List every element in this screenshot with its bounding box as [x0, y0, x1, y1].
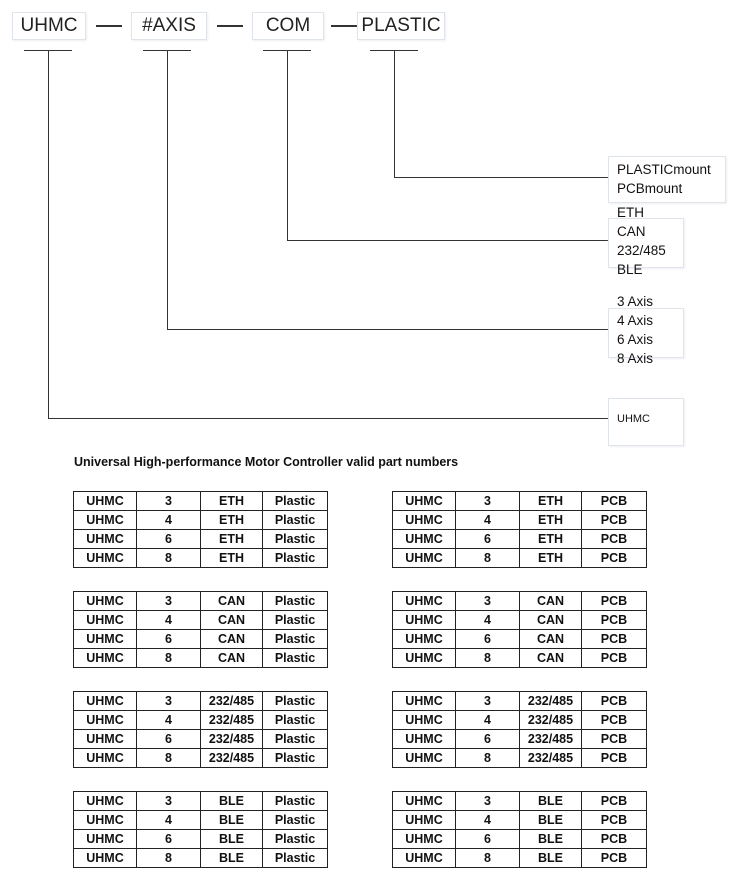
table-cell: 232/485 [520, 711, 582, 730]
table-row [74, 730, 328, 749]
table-cell: PCB [582, 711, 647, 730]
table-row [74, 830, 328, 849]
table-cell: 3 [456, 592, 520, 611]
table-row [393, 692, 647, 711]
table-cell: 6 [456, 830, 520, 849]
table-cell: PCB [582, 811, 647, 830]
table-cell: ETH [520, 492, 582, 511]
table-cell: UHMC [393, 530, 456, 549]
table-cell: ETH [201, 549, 263, 568]
table-cell: 232/485 [520, 730, 582, 749]
connector-uhmc-vertical [48, 50, 49, 418]
table-cell: 232/485 [201, 711, 263, 730]
segment-separator [217, 25, 243, 27]
table-cell: PCB [582, 692, 647, 711]
table-cell: UHMC [74, 549, 137, 568]
table-cell: 4 [137, 611, 201, 630]
table-cell: UHMC [74, 811, 137, 830]
table-cell: UHMC [393, 811, 456, 830]
table-cell: Plastic [263, 792, 328, 811]
table-cell: 3 [456, 692, 520, 711]
table-cell: BLE [520, 792, 582, 811]
table-cell: 3 [456, 792, 520, 811]
table-cell: UHMC [74, 749, 137, 768]
segment-axis: #AXIS [131, 12, 207, 40]
table-cell: BLE [520, 811, 582, 830]
part-number-table [73, 491, 328, 568]
table-cell: PCB [582, 492, 647, 511]
table-row [74, 611, 328, 630]
segment-uhmc: UHMC [12, 12, 86, 40]
table-cell: UHMC [393, 792, 456, 811]
table-cell: PCB [582, 792, 647, 811]
table-row [393, 492, 647, 511]
part-number-table [392, 791, 647, 868]
connector-com-horizontal [287, 240, 608, 241]
table-cell: CAN [520, 630, 582, 649]
table-cell: 6 [456, 730, 520, 749]
table-row [393, 611, 647, 630]
table-row [393, 730, 647, 749]
part-number-table [392, 491, 647, 568]
table-cell: UHMC [74, 692, 137, 711]
option-label: 6 Axis [617, 332, 654, 347]
table-cell: 4 [456, 811, 520, 830]
table-cell: 8 [137, 549, 201, 568]
connector-axis-horizontal [167, 329, 608, 330]
table-cell: CAN [201, 649, 263, 668]
table-cell: UHMC [393, 849, 456, 868]
table-row [74, 511, 328, 530]
connector-axis-vertical [167, 50, 168, 329]
table-cell: 8 [137, 849, 201, 868]
table-cell: UHMC [393, 711, 456, 730]
table-row [74, 749, 328, 768]
option-label: UHMC [617, 413, 650, 425]
table-cell: 6 [137, 830, 201, 849]
table-cell: 8 [137, 749, 201, 768]
table-cell: UHMC [393, 649, 456, 668]
table-row [74, 711, 328, 730]
table-row [74, 530, 328, 549]
option-label: 4 Axis [617, 313, 654, 328]
table-cell: 8 [137, 649, 201, 668]
table-cell: CAN [520, 611, 582, 630]
table-cell: Plastic [263, 592, 328, 611]
table-cell: Plastic [263, 511, 328, 530]
option-label: 232/485 [617, 243, 666, 258]
connector-uhmc-horizontal [48, 418, 608, 419]
table-cell: Plastic [263, 492, 328, 511]
table-cell: Plastic [263, 730, 328, 749]
table-cell: UHMC [74, 849, 137, 868]
table-cell: 232/485 [520, 749, 582, 768]
segment-com: COM [252, 12, 324, 40]
table-cell: 3 [137, 492, 201, 511]
table-row [74, 792, 328, 811]
table-cell: PCB [582, 749, 647, 768]
segment-plastic: PLASTIC [357, 12, 445, 40]
table-cell: 232/485 [201, 749, 263, 768]
valid-part-numbers-heading: Universal High-performance Motor Controller valid part numbers [74, 455, 459, 469]
part-number-table [73, 791, 328, 868]
table-cell: UHMC [74, 730, 137, 749]
table-cell: Plastic [263, 849, 328, 868]
table-cell: ETH [201, 511, 263, 530]
table-cell: 3 [137, 692, 201, 711]
part-number-table [73, 591, 328, 668]
table-cell: 6 [456, 630, 520, 649]
table-cell: Plastic [263, 830, 328, 849]
table-cell: PCB [582, 849, 647, 868]
table-cell: BLE [520, 830, 582, 849]
table-cell: 6 [137, 630, 201, 649]
table-row [393, 549, 647, 568]
table-row [393, 530, 647, 549]
table-cell: 4 [456, 711, 520, 730]
table-cell: PCB [582, 630, 647, 649]
table-row [74, 849, 328, 868]
table-cell: UHMC [393, 611, 456, 630]
table-cell: Plastic [263, 711, 328, 730]
table-row [393, 592, 647, 611]
option-label: PLASTICmount [617, 162, 711, 177]
table-cell: 8 [456, 649, 520, 668]
table-cell: ETH [520, 511, 582, 530]
table-cell: UHMC [393, 749, 456, 768]
table-cell: PCB [582, 511, 647, 530]
table-cell: UHMC [393, 692, 456, 711]
table-row [393, 849, 647, 868]
table-cell: BLE [201, 811, 263, 830]
table-cell: 8 [456, 549, 520, 568]
part-number-table [73, 691, 328, 768]
segment-separator [331, 25, 357, 27]
table-cell: PCB [582, 830, 647, 849]
com-options-box [608, 205, 684, 277]
table-cell: Plastic [263, 811, 328, 830]
table-cell: CAN [201, 630, 263, 649]
table-row [74, 649, 328, 668]
table-cell: 8 [456, 749, 520, 768]
table-row [393, 711, 647, 730]
table-cell: ETH [520, 530, 582, 549]
table-row [393, 630, 647, 649]
table-cell: UHMC [74, 530, 137, 549]
option-label: 8 Axis [617, 351, 654, 366]
part-number-table [392, 691, 647, 768]
table-cell: ETH [520, 549, 582, 568]
table-row [393, 649, 647, 668]
table-cell: 4 [137, 811, 201, 830]
table-cell: BLE [201, 792, 263, 811]
table-cell: UHMC [74, 792, 137, 811]
table-cell: 6 [137, 530, 201, 549]
option-label: CAN [617, 224, 646, 239]
table-cell: UHMC [393, 492, 456, 511]
table-cell: PCB [582, 592, 647, 611]
table-row [393, 749, 647, 768]
option-label: BLE [617, 262, 643, 277]
table-cell: UHMC [74, 611, 137, 630]
connector-com-vertical [287, 50, 288, 240]
table-row [393, 511, 647, 530]
table-row [74, 549, 328, 568]
part-number-table [392, 591, 647, 668]
table-cell: ETH [201, 530, 263, 549]
table-cell: 4 [456, 611, 520, 630]
table-cell: UHMC [393, 511, 456, 530]
option-label: PCBmount [617, 181, 683, 196]
table-row [74, 811, 328, 830]
base-options-box [608, 398, 684, 446]
table-cell: CAN [520, 592, 582, 611]
table-cell: 6 [456, 530, 520, 549]
table-cell: BLE [520, 849, 582, 868]
table-cell: BLE [201, 849, 263, 868]
table-cell: Plastic [263, 630, 328, 649]
table-cell: PCB [582, 549, 647, 568]
table-cell: CAN [201, 611, 263, 630]
table-cell: Plastic [263, 549, 328, 568]
option-label: ETH [617, 205, 644, 220]
table-cell: Plastic [263, 649, 328, 668]
table-cell: UHMC [393, 630, 456, 649]
table-cell: UHMC [74, 711, 137, 730]
table-cell: Plastic [263, 692, 328, 711]
table-row [74, 692, 328, 711]
table-cell: 8 [456, 849, 520, 868]
table-cell: PCB [582, 730, 647, 749]
table-cell: Plastic [263, 611, 328, 630]
table-cell: BLE [201, 830, 263, 849]
table-row [74, 630, 328, 649]
axis-options-box [608, 294, 684, 366]
table-cell: CAN [520, 649, 582, 668]
table-cell: ETH [201, 492, 263, 511]
table-cell: PCB [582, 649, 647, 668]
table-cell: UHMC [393, 730, 456, 749]
table-cell: UHMC [393, 592, 456, 611]
table-cell: UHMC [74, 492, 137, 511]
option-label: 3 Axis [617, 294, 654, 309]
table-cell: 4 [456, 511, 520, 530]
table-cell: UHMC [74, 511, 137, 530]
table-row [393, 811, 647, 830]
table-row [393, 830, 647, 849]
table-cell: 6 [137, 730, 201, 749]
table-cell: UHMC [74, 630, 137, 649]
mount-options-box [608, 156, 726, 203]
table-cell: CAN [201, 592, 263, 611]
table-cell: Plastic [263, 530, 328, 549]
table-cell: 3 [137, 792, 201, 811]
table-cell: 3 [137, 592, 201, 611]
table-cell: 4 [137, 511, 201, 530]
table-cell: UHMC [393, 830, 456, 849]
connector-plastic-horizontal [394, 177, 608, 178]
segment-separator [96, 25, 122, 27]
table-cell: 232/485 [201, 730, 263, 749]
table-row [393, 792, 647, 811]
table-row [74, 592, 328, 611]
table-row [74, 492, 328, 511]
table-cell: PCB [582, 530, 647, 549]
connector-plastic-vertical [394, 50, 395, 177]
table-cell: UHMC [74, 830, 137, 849]
table-cell: 232/485 [520, 692, 582, 711]
table-cell: 3 [456, 492, 520, 511]
table-cell: UHMC [74, 592, 137, 611]
table-cell: 232/485 [201, 692, 263, 711]
table-cell: UHMC [74, 649, 137, 668]
table-cell: Plastic [263, 749, 328, 768]
table-cell: PCB [582, 611, 647, 630]
table-cell: UHMC [393, 549, 456, 568]
table-cell: 4 [137, 711, 201, 730]
